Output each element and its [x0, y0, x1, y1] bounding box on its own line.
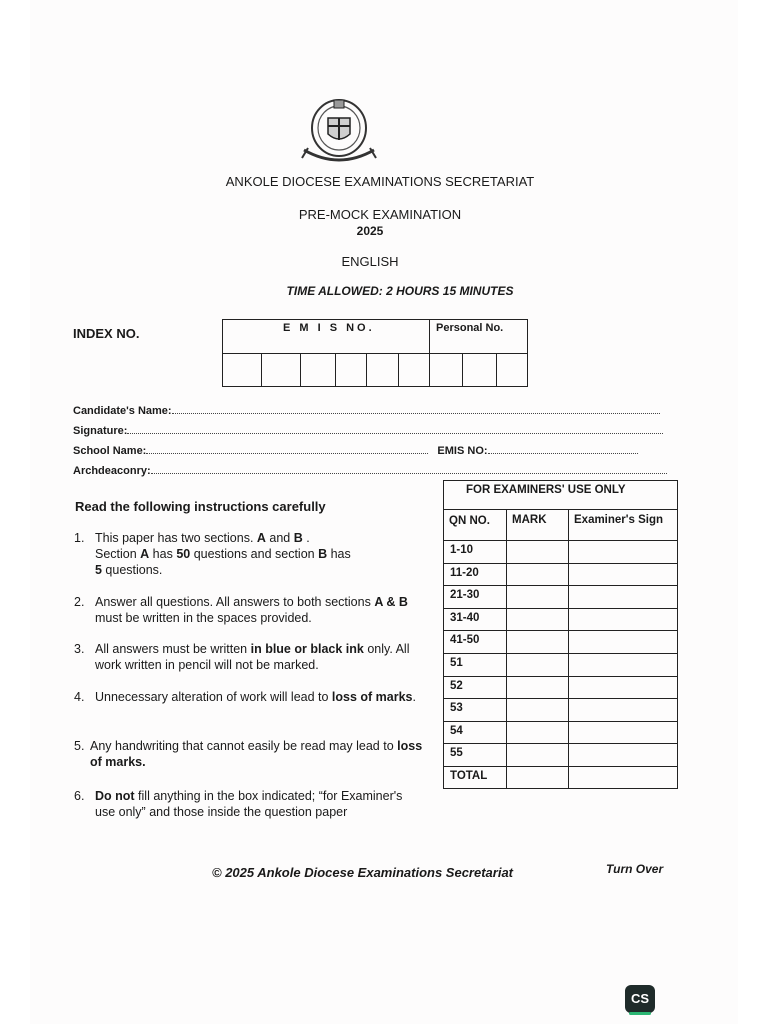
table-row: 21-30: [450, 589, 480, 601]
signature-label: Signature:: [73, 425, 128, 437]
exam-name: PRE-MOCK EXAMINATION: [298, 207, 462, 222]
table-row: 11-20: [450, 567, 479, 579]
diocese-crest-icon: [298, 92, 380, 170]
table-row: 51: [450, 657, 463, 669]
index-no-label: INDEX NO.: [73, 326, 140, 341]
organization-heading: ANKOLE DIOCESE EXAMINATIONS SECRETARIAT: [225, 174, 535, 189]
instruction-item-3: 3. All answers must be written in blue or black ink only. All work written in pencil will not be marked.: [74, 642, 410, 672]
candidate-name-label: Candidate's Name:: [73, 405, 172, 417]
copyright-footer: © 2025 Ankole Diocese Examinations Secretariat: [212, 865, 514, 880]
subject-name: ENGLISH: [341, 254, 399, 269]
candidate-name-field[interactable]: [73, 404, 660, 417]
emis-no-header: E M I S NO.: [283, 322, 375, 334]
school-name-label: School Name:: [73, 445, 147, 457]
turn-over-label: Turn Over: [606, 862, 664, 876]
emis-no-label: EMIS NO:: [437, 445, 488, 457]
archdeaconry-label: Archdeaconry:: [73, 465, 151, 477]
signature-field[interactable]: [73, 424, 663, 437]
table-row: 1-10: [450, 544, 474, 556]
examiners-table-title: FOR EXAMINERS' USE ONLY: [466, 484, 626, 496]
col-examiner-sign: Examiner's Sign: [574, 514, 664, 526]
time-allowed: TIME ALLOWED: 2 HOURS 15 MINUTES: [286, 284, 514, 298]
instructions-title: Read the following instructions carefully: [75, 499, 326, 514]
index-number-box: [222, 319, 528, 387]
instruction-item-2: 2. Answer all questions. All answers to both sections A & B must be written in the spaces provided.: [74, 595, 408, 625]
camscanner-logo-icon: CS: [625, 985, 655, 1013]
table-row: 54: [450, 725, 463, 737]
col-qn-no: QN NO.: [449, 515, 490, 527]
exam-year: 2025: [356, 224, 384, 238]
instruction-item-6: 6. Do not fill anything in the box indicated; “for Examiner's use only” and those inside the question paper: [74, 789, 403, 819]
school-name-field[interactable]: [73, 444, 638, 457]
table-row: 53: [450, 702, 463, 714]
instruction-item-5: 5. Any handwriting that cannot easily be read may lead to loss of marks.: [74, 739, 423, 769]
table-row: 52: [450, 680, 463, 692]
table-row-total: TOTAL: [450, 770, 488, 782]
table-row: 31-40: [450, 612, 480, 624]
table-row: 55: [450, 747, 463, 759]
instruction-item-1: 1. This paper has two sections. A and B . Section A has 50 questions and section B has 5 questions.: [74, 531, 351, 577]
personal-no-header: Personal No.: [436, 322, 504, 334]
table-row: 41-50: [450, 634, 480, 646]
archdeaconry-field[interactable]: [73, 464, 667, 477]
examiners-use-table: [443, 480, 678, 789]
instruction-item-4: 4. Unnecessary alteration of work will lead to loss of marks.: [74, 690, 416, 704]
col-mark: MARK: [512, 514, 547, 526]
